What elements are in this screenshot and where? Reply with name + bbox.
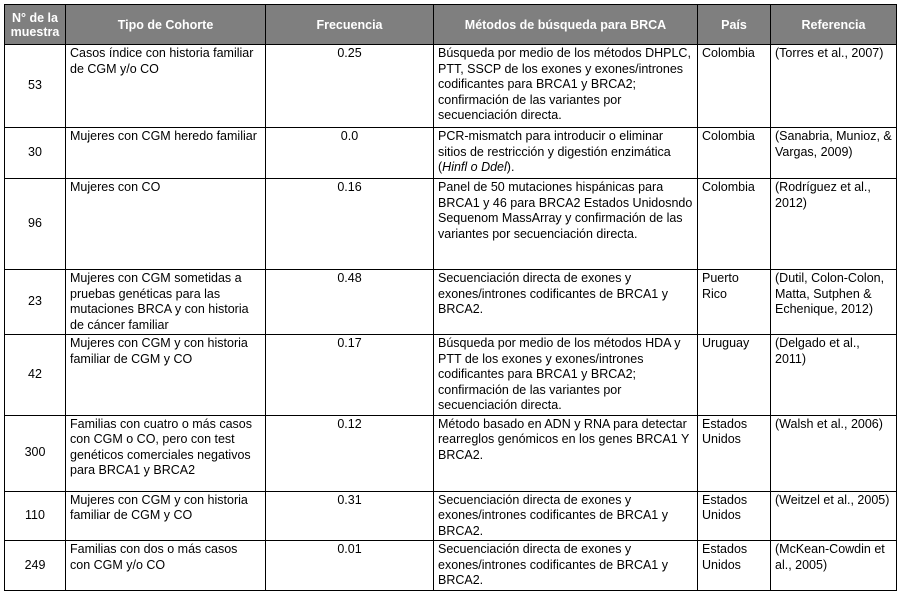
- table-row: [5, 335, 897, 416]
- cell-pais: Colombia: [698, 128, 771, 179]
- cell-metodos: [434, 128, 698, 179]
- cell-cohorte: Mujeres con CGM sometidas a pruebas genéticas para las mutaciones BRCA y con historia de cáncer familiar: [66, 270, 266, 335]
- header-frecuencia: Frecuencia: [266, 5, 434, 45]
- cell-muestra: 249: [5, 541, 66, 591]
- cell-cohorte: Familias con cuatro o más casos con CGM o CO, pero con test genéticos comerciales negativos para BRCA1 y BRCA2: [66, 415, 266, 491]
- table-row: [5, 179, 897, 270]
- cell-frecuencia: 0.17: [266, 335, 434, 416]
- cell-pais: Estados Unidos: [698, 541, 771, 591]
- metodos-text: PCR-mismatch para introducir o eliminar sitios de restricción y digestión enzimática (: [438, 129, 671, 174]
- cell-frecuencia: 0.12: [266, 415, 434, 491]
- cell-cohorte: Mujeres con CO: [66, 179, 266, 270]
- table-row: [5, 491, 897, 541]
- cell-muestra: 30: [5, 128, 66, 179]
- cell-referencia: (Delgado et al., 2011): [771, 335, 897, 416]
- cell-metodos: Secuenciación directa de exones y exones/intrones codificantes de BRCA1 y BRCA2.: [434, 541, 698, 591]
- cell-cohorte: Mujeres con CGM y con historia familiar de CGM y CO: [66, 335, 266, 416]
- table-row: [5, 541, 897, 591]
- header-metodos: Métodos de búsqueda para BRCA: [434, 5, 698, 45]
- cell-cohorte: Familias con dos o más casos con CGM y/o CO: [66, 541, 266, 591]
- cell-referencia: (Weitzel et al., 2005): [771, 491, 897, 541]
- table-row: [5, 270, 897, 335]
- cell-frecuencia: 0.0: [266, 128, 434, 179]
- cell-muestra: 300: [5, 415, 66, 491]
- cell-frecuencia: 0.01: [266, 541, 434, 591]
- metodos-text-end: ).: [506, 160, 515, 174]
- cell-frecuencia: 0.16: [266, 179, 434, 270]
- cell-referencia: (Walsh et al., 2006): [771, 415, 897, 491]
- cell-pais: Colombia: [698, 179, 771, 270]
- cell-muestra: 53: [5, 45, 66, 128]
- header-pais: País: [698, 5, 771, 45]
- header-muestra: N° de la muestra: [5, 5, 66, 45]
- enzyme-names: Hinfl o Ddel: [442, 160, 507, 174]
- cell-frecuencia: 0.31: [266, 491, 434, 541]
- cell-referencia: (Torres et al., 2007): [771, 45, 897, 128]
- table-row: [5, 415, 897, 491]
- cell-cohorte: Mujeres con CGM heredo familiar: [66, 128, 266, 179]
- cell-muestra: 23: [5, 270, 66, 335]
- cell-frecuencia: 0.25: [266, 45, 434, 128]
- cell-cohorte: Mujeres con CGM y con historia familiar de CGM y CO: [66, 491, 266, 541]
- cell-metodos: Panel de 50 mutaciones hispánicas para BRCA1 y 46 para BRCA2 Estados Unidosndo Sequenom MassArray y confirmación de las variantes por secuenciación directa.: [434, 179, 698, 270]
- header-referencia: Referencia: [771, 5, 897, 45]
- cell-pais: Colombia: [698, 45, 771, 128]
- cell-pais: Puerto Rico: [698, 270, 771, 335]
- cell-pais: Estados Unidos: [698, 491, 771, 541]
- cell-referencia: (Dutil, Colon-Colon, Matta, Sutphen & Echenique, 2012): [771, 270, 897, 335]
- table-row: [5, 45, 897, 128]
- header-row: [5, 5, 897, 45]
- cell-referencia: (Rodríguez et al., 2012): [771, 179, 897, 270]
- cell-muestra: 42: [5, 335, 66, 416]
- cell-muestra: 96: [5, 179, 66, 270]
- cell-referencia: (Sanabria, Munioz, & Vargas, 2009): [771, 128, 897, 179]
- cell-metodos: Secuenciación directa de exones y exones/intrones codificantes de BRCA1 y BRCA2.: [434, 491, 698, 541]
- cell-frecuencia: 0.48: [266, 270, 434, 335]
- cell-referencia: (McKean-Cowdin et al., 2005): [771, 541, 897, 591]
- brca-cohort-table: [4, 4, 897, 591]
- cell-pais: Uruguay: [698, 335, 771, 416]
- header-cohorte: Tipo de Cohorte: [66, 5, 266, 45]
- cell-cohorte: Casos índice con historia familiar de CGM y/o CO: [66, 45, 266, 128]
- cell-pais: Estados Unidos: [698, 415, 771, 491]
- cell-metodos: Búsqueda por medio de los métodos HDA y PTT de los exones y exones/intrones codificantes para BRCA1 y BRCA2; confirmación de las variantes por secuenciación directa.: [434, 335, 698, 416]
- cell-muestra: 110: [5, 491, 66, 541]
- cell-metodos: Secuenciación directa de exones y exones/intrones codificantes de BRCA1 y BRCA2.: [434, 270, 698, 335]
- cell-metodos: Método basado en ADN y RNA para detectar rearreglos genómicos en los genes BRCA1 Y BRCA2.: [434, 415, 698, 491]
- table-row: [5, 128, 897, 179]
- cell-metodos: Búsqueda por medio de los métodos DHPLC, PTT, SSCP de los exones y exones/intrones codificantes para BRCA1 y BRCA2; confirmación de las variantes por secuenciación directa.: [434, 45, 698, 128]
